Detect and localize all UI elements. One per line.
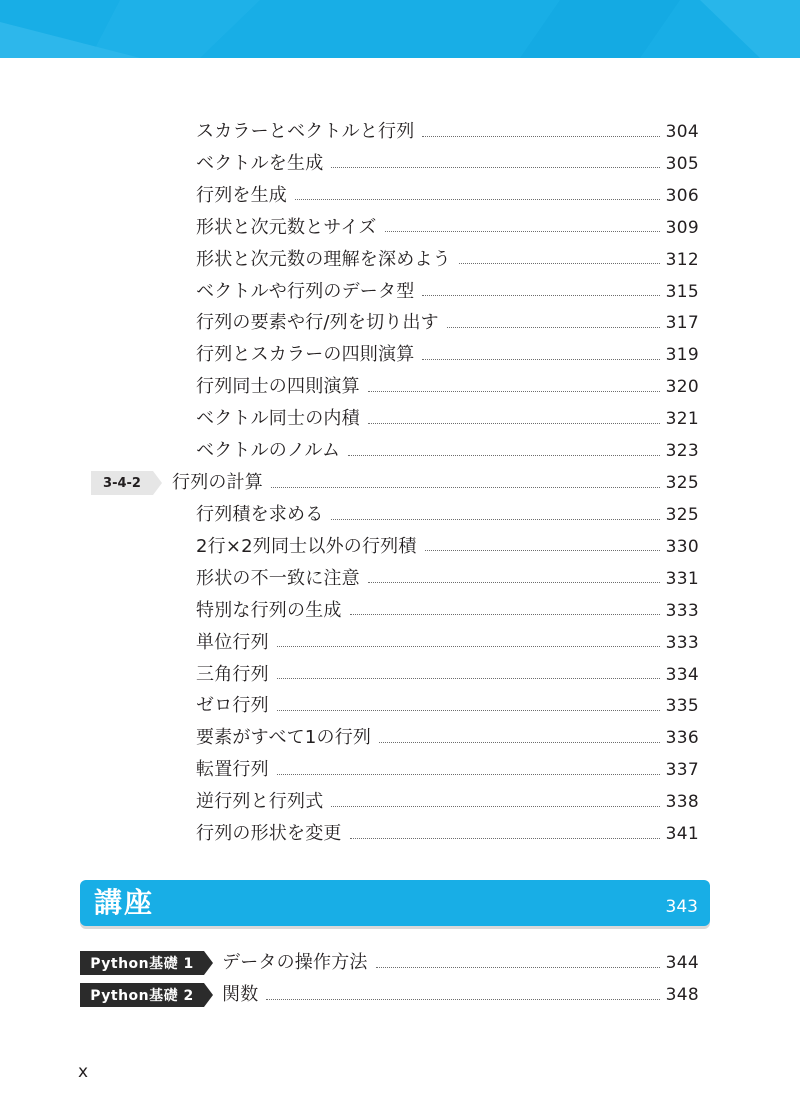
chapter-title: 講座	[94, 886, 155, 919]
toc-entry[interactable]	[196, 500, 699, 530]
dot-leader	[376, 967, 660, 968]
dot-leader	[277, 710, 660, 711]
dot-leader	[331, 167, 659, 168]
dot-leader	[368, 582, 660, 583]
entry-title: 逆行列と行列式	[196, 791, 324, 813]
entry-title: 要素がすべて1の行列	[196, 727, 372, 749]
entry-page: 331	[665, 568, 699, 589]
section-page: 325	[665, 473, 699, 493]
section-badge-arrow	[153, 471, 162, 495]
dot-leader	[459, 263, 660, 264]
entry-page: 336	[665, 728, 699, 749]
entry-title: 関数	[222, 984, 259, 1005]
entry-title: ベクトルのノルム	[196, 440, 341, 461]
entry-page: 333	[665, 632, 699, 653]
entry-title: 行列同士の四則演算	[196, 376, 360, 398]
entry-title: データの操作方法	[222, 952, 368, 973]
entry-title: ゼロ行列	[196, 695, 269, 717]
toc-entry[interactable]	[196, 245, 699, 275]
entry-page: 325	[665, 505, 699, 525]
python-badge-arrow	[204, 951, 213, 975]
header-band	[0, 0, 800, 58]
toc-entry[interactable]	[196, 404, 699, 434]
entry-title: 形状と次元数の理解を深めよう	[196, 248, 451, 270]
entry-page: 348	[665, 985, 699, 1005]
entry-page: 305	[665, 153, 699, 174]
entry-page: 315	[665, 281, 699, 302]
dot-leader	[379, 742, 660, 743]
entry-title: ベクトルを生成	[196, 152, 324, 174]
entry-page: 333	[665, 600, 699, 621]
dot-leader	[422, 359, 659, 360]
entry-page: 309	[665, 217, 699, 238]
toc-entry[interactable]	[196, 340, 699, 370]
dot-leader	[348, 455, 659, 456]
dot-leader	[295, 199, 660, 200]
entry-page: 335	[665, 696, 699, 717]
entry-page: 338	[665, 792, 699, 813]
chapter-page: 343	[665, 897, 698, 917]
section-row[interactable]	[172, 468, 699, 498]
toc-entry[interactable]	[196, 660, 699, 690]
entry-title: 行列の要素や行/列を切り出す	[196, 312, 439, 334]
page-folio: x	[78, 1062, 89, 1082]
python-badge-label: Python基礎 2	[80, 983, 204, 1007]
dot-leader	[350, 614, 660, 615]
toc-entry[interactable]	[196, 755, 699, 785]
dot-leader	[385, 231, 660, 232]
dot-leader	[368, 391, 660, 392]
entry-title: 行列積を求める	[196, 504, 324, 525]
entry-title: 行列とスカラーの四則演算	[196, 344, 415, 366]
entry-title: 三角行列	[196, 663, 269, 685]
toc-entry[interactable]	[196, 819, 699, 849]
header-band-pattern	[0, 0, 800, 58]
section-number: 3-4-2	[91, 471, 153, 495]
toc-entry[interactable]	[196, 213, 699, 243]
toc-entry[interactable]	[196, 149, 699, 179]
dot-leader	[277, 774, 660, 775]
entry-title: 2行×2列同士以外の行列積	[196, 535, 417, 557]
entry-title: 特別な行列の生成	[196, 599, 342, 621]
entry-title: 形状と次元数とサイズ	[196, 216, 377, 238]
dot-leader	[266, 999, 659, 1000]
entry-page: 304	[665, 122, 699, 142]
python-badge-arrow	[204, 983, 213, 1007]
dot-leader	[331, 806, 659, 807]
entry-page: 312	[665, 249, 699, 270]
dot-leader	[368, 423, 660, 424]
python-badge-1	[80, 951, 213, 975]
dot-leader	[422, 295, 659, 296]
python-entry-1[interactable]	[222, 948, 699, 978]
toc-entry[interactable]	[196, 181, 699, 211]
toc-entry[interactable]	[196, 628, 699, 658]
entry-page: 320	[665, 377, 699, 398]
entry-page: 323	[665, 441, 699, 461]
toc-entry[interactable]	[196, 691, 699, 721]
entry-page: 341	[665, 824, 699, 844]
toc-entry[interactable]	[196, 723, 699, 753]
toc-entry[interactable]	[196, 787, 699, 817]
dot-leader	[331, 519, 659, 520]
entry-page: 344	[665, 953, 699, 973]
entry-page: 306	[665, 185, 699, 206]
toc-entry[interactable]	[196, 596, 699, 626]
entry-page: 321	[665, 409, 699, 430]
dot-leader	[447, 327, 660, 328]
entry-page: 330	[665, 536, 699, 557]
entry-title: ベクトル同士の内積	[196, 408, 360, 430]
python-badge-label: Python基礎 1	[80, 951, 204, 975]
entry-page: 337	[665, 760, 699, 781]
python-badge-2	[80, 983, 213, 1007]
dot-leader	[277, 678, 660, 679]
entry-title: 転置行列	[196, 759, 269, 781]
dot-leader	[422, 136, 659, 137]
dot-leader	[350, 838, 660, 839]
entry-title: ベクトルや行列のデータ型	[196, 280, 415, 302]
toc-entry[interactable]	[196, 372, 699, 402]
section-title: 行列の計算	[172, 472, 263, 493]
dot-leader	[277, 646, 660, 647]
toc-entry[interactable]	[196, 532, 699, 562]
entry-title: 行列を生成	[196, 184, 287, 206]
toc-entry[interactable]	[196, 277, 699, 307]
entry-page: 317	[665, 313, 699, 334]
entry-page: 334	[665, 664, 699, 685]
toc-entry[interactable]	[196, 117, 699, 147]
toc-entry[interactable]	[196, 436, 699, 466]
entry-title: 単位行列	[196, 631, 269, 653]
dot-leader	[425, 550, 660, 551]
python-entry-2[interactable]	[222, 980, 699, 1010]
entry-title: 行列の形状を変更	[196, 823, 342, 844]
toc-entry[interactable]	[196, 564, 699, 594]
section-badge	[91, 471, 163, 495]
dot-leader	[271, 487, 660, 488]
toc-entry[interactable]	[196, 308, 699, 338]
entry-title: スカラーとベクトルと行列	[196, 121, 415, 142]
chapter-header[interactable]	[80, 880, 710, 926]
entry-title: 形状の不一致に注意	[196, 567, 360, 589]
entry-page: 319	[665, 345, 699, 366]
